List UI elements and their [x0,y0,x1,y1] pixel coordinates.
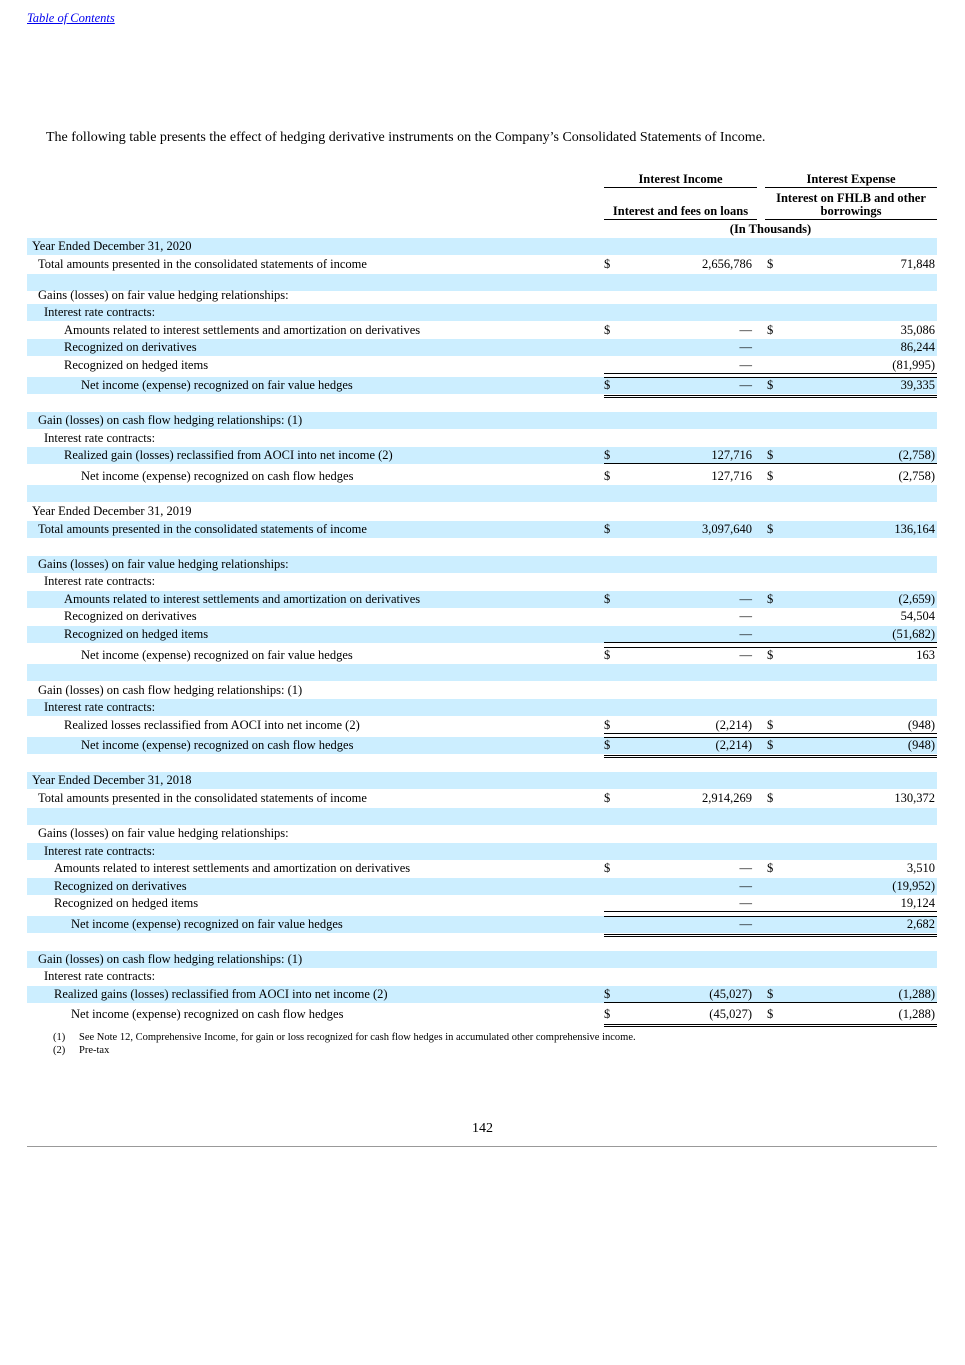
row-label: Net income (expense) recognized on cash flow hedges [81,738,354,752]
currency-symbol: $ [767,378,774,392]
interest-expense-value: 3,510 [906,861,935,875]
interest-expense-value: (2,758) [898,469,935,483]
interest-income-value: — [739,378,752,392]
interest-expense-value: 86,244 [900,340,935,354]
header-interest-expense: Interest Expense [806,172,896,186]
table-row [27,1006,937,1023]
table-row [27,287,937,304]
table-row [27,647,937,664]
footnote-1 [53,1032,636,1043]
table-row [27,986,937,1003]
row-label: Total amounts presented in the consolidated statements of income [38,791,367,805]
currency-symbol: $ [604,648,611,662]
interest-expense-value: 136,164 [894,522,935,536]
table-row [27,664,937,681]
interest-income-value: — [739,861,752,875]
interest-income-value: (2,214) [715,718,752,732]
interest-income-value: 127,716 [711,469,752,483]
row-label: Recognized on derivatives [54,879,187,893]
interest-income-value: — [739,592,752,606]
row-label: Gain (losses) on cash flow hedging relationships: (1) [38,683,303,697]
table-row [27,304,937,321]
currency-symbol: $ [767,1007,774,1021]
currency-symbol: $ [767,592,774,606]
table-row [27,538,937,555]
row-label: Year Ended December 31, 2019 [32,504,192,518]
table-row [27,772,937,789]
table-row [27,951,937,968]
total-double-rule [604,934,781,937]
subtotal-rule [604,911,781,912]
row-label: Net income (expense) recognized on fair value hedges [81,648,353,662]
header-col-loans: Interest and fees on loans [612,204,749,218]
row-label: Net income (expense) recognized on cash flow hedges [81,469,354,483]
row-label: Net income (expense) recognized on fair value hedges [71,917,343,931]
interest-expense-value: 71,848 [900,257,935,271]
total-rule-top [765,647,937,648]
table-row [27,339,937,356]
total-double-rule [765,755,937,758]
currency-symbol: $ [767,448,774,462]
row-label: Recognized on derivatives [64,340,197,354]
table-row [27,591,937,608]
subtotal-rule [604,642,781,643]
interest-income-value: 2,914,269 [702,791,752,805]
footnote-text: Pre-tax [79,1045,110,1056]
interest-income-value: — [739,627,752,641]
interest-income-value: — [739,358,752,372]
currency-symbol: $ [767,987,774,1001]
row-label: Realized gains (losses) reclassified from AOCI into net income (2) [54,987,388,1001]
interest-income-value: — [739,323,752,337]
table-row [27,860,937,877]
header-units: (In Thousands) [729,222,812,236]
subtotal-rule [765,1002,937,1003]
interest-expense-value: 2,682 [906,917,935,931]
row-label: Gains (losses) on fair value hedging relationships: [38,557,289,571]
interest-income-value: — [739,609,752,623]
table-row [27,256,937,273]
table-row [27,808,937,825]
currency-symbol: $ [767,522,774,536]
table-row [27,895,937,912]
table-row [27,682,937,699]
footnote-2 [53,1045,109,1056]
header-interest-income: Interest Income [638,172,723,186]
total-rule-top [604,916,781,917]
currency-symbol: $ [767,323,774,337]
row-label: Interest rate contracts: [44,574,156,588]
currency-symbol: $ [767,738,774,752]
interest-expense-value: (1,288) [898,987,935,1001]
interest-income-value: 127,716 [711,448,752,462]
currency-symbol: $ [767,469,774,483]
total-double-rule [604,1024,781,1027]
row-label: Total amounts presented in the consolidated statements of income [38,522,367,536]
row-label: Interest rate contracts: [44,305,156,319]
total-rule-top [604,737,781,738]
table-row [27,412,937,429]
interest-income-value: — [739,879,752,893]
interest-expense-value: 35,086 [900,323,935,337]
currency-symbol: $ [604,323,611,337]
table-row [27,916,937,933]
interest-income-value: — [739,340,752,354]
interest-expense-value: 130,372 [894,791,935,805]
subtotal-rule [604,373,781,374]
table-of-contents-link[interactable]: Table of Contents [27,11,115,25]
currency-symbol: $ [604,791,611,805]
subtotal-rule [765,373,937,374]
table-row [27,790,937,807]
table-row [27,699,937,716]
interest-income-value: 2,656,786 [702,257,752,271]
total-rule-top [765,377,937,378]
table-row [27,468,937,485]
total-double-rule [765,934,937,937]
total-rule-top [604,647,781,648]
footnote-number: (1) [53,1032,66,1043]
subtotal-rule [604,463,781,464]
currency-symbol: $ [604,861,611,875]
currency-symbol: $ [604,718,611,732]
table-row [27,485,937,502]
interest-income-value: 3,097,640 [702,522,752,536]
currency-symbol: $ [767,861,774,875]
row-label: Interest rate contracts: [44,700,156,714]
interest-expense-value: (2,758) [898,448,935,462]
row-label: Recognized on hedged items [54,896,199,910]
row-label: Interest rate contracts: [44,969,156,983]
table-row [27,322,937,339]
interest-expense-value: 19,124 [900,896,935,910]
total-double-rule [604,755,781,758]
table-row [27,878,937,895]
header-col-borrowings: Interest on FHLB and other borrowings [776,191,926,218]
total-double-rule [604,395,781,398]
row-label: Recognized on derivatives [64,609,197,623]
row-label: Realized losses reclassified from AOCI into net income (2) [64,718,360,732]
currency-symbol: $ [604,522,611,536]
currency-symbol: $ [604,592,611,606]
row-label: Recognized on hedged items [64,358,209,372]
footnote-text: See Note 12, Comprehensive Income, for gain or loss recognized for cash flow hedges in accumulated other comprehensive income. [79,1032,636,1043]
table-row [27,608,937,625]
interest-expense-value: (81,995) [892,358,935,372]
page-number: 142 [472,1121,493,1136]
row-label: Gain (losses) on cash flow hedging relationships: (1) [38,952,303,966]
row-label: Total amounts presented in the consolidated statements of income [38,257,367,271]
interest-income-value: (2,214) [715,738,752,752]
table-row [27,447,937,464]
row-label: Amounts related to interest settlements and amortization on derivatives [64,323,421,337]
interest-income-value: — [739,917,752,931]
row-label: Gains (losses) on fair value hedging relationships: [38,826,289,840]
interest-income-value: (45,027) [709,987,752,1001]
subtotal-rule [765,642,937,643]
row-label: Interest rate contracts: [44,431,156,445]
interest-expense-value: (948) [907,718,935,732]
table-row [27,626,937,643]
subtotal-rule [765,911,937,912]
table-row [27,238,937,255]
currency-symbol: $ [604,378,611,392]
currency-symbol: $ [767,648,774,662]
subtotal-rule [765,733,937,734]
row-label: Net income (expense) recognized on cash flow hedges [71,1007,344,1021]
table-row [27,357,937,374]
total-rule-top [604,377,781,378]
currency-symbol: $ [767,718,774,732]
row-label: Year Ended December 31, 2020 [32,239,192,253]
interest-expense-value: (1,288) [898,1007,935,1021]
currency-symbol: $ [604,448,611,462]
footnote-number: (2) [53,1045,66,1056]
currency-symbol: $ [604,469,611,483]
row-label: Year Ended December 31, 2018 [32,773,192,787]
total-rule-top [765,737,937,738]
currency-symbol: $ [767,257,774,271]
subtotal-rule [765,463,937,464]
interest-expense-value: (2,659) [898,592,935,606]
interest-income-value: — [739,648,752,662]
currency-symbol: $ [604,987,611,1001]
table-row [27,573,937,590]
currency-symbol: $ [604,738,611,752]
interest-expense-value: 54,504 [900,609,935,623]
row-label: Amounts related to interest settlements and amortization on derivatives [64,592,421,606]
table-row [27,968,937,985]
row-label: Gains (losses) on fair value hedging relationships: [38,288,289,302]
row-label: Net income (expense) recognized on fair value hedges [81,378,353,392]
total-rule-top [765,916,937,917]
table-row [27,737,937,754]
row-label: Gain (losses) on cash flow hedging relationships: (1) [38,413,303,427]
subtotal-rule [604,1002,781,1003]
total-double-rule [765,1024,937,1027]
table-row [27,556,937,573]
currency-symbol: $ [604,1007,611,1021]
interest-expense-value: (51,682) [892,627,935,641]
row-label: Realized gain (losses) reclassified from AOCI into net income (2) [64,448,393,462]
table-row [27,377,937,394]
currency-symbol: $ [767,791,774,805]
currency-symbol: $ [604,257,611,271]
table-row [27,430,937,447]
interest-income-value: (45,027) [709,1007,752,1021]
interest-income-value: — [739,896,752,910]
table-row [27,503,937,520]
total-double-rule [765,395,937,398]
table-row [27,825,937,842]
page-divider [27,1146,937,1147]
row-label: Amounts related to interest settlements and amortization on derivatives [54,861,411,875]
interest-expense-value: 39,335 [900,378,935,392]
table-row [27,843,937,860]
interest-expense-value: (948) [907,738,935,752]
table-row [27,717,937,734]
table-row [27,521,937,538]
subtotal-rule [604,733,781,734]
row-label: Interest rate contracts: [44,844,156,858]
intro-paragraph: The following table presents the effect of hedging derivative instruments on the Company’s Consolidated Statements of Income. [46,130,766,145]
interest-expense-value: (19,952) [892,879,935,893]
row-label: Recognized on hedged items [64,627,209,641]
interest-expense-value: 163 [916,648,935,662]
